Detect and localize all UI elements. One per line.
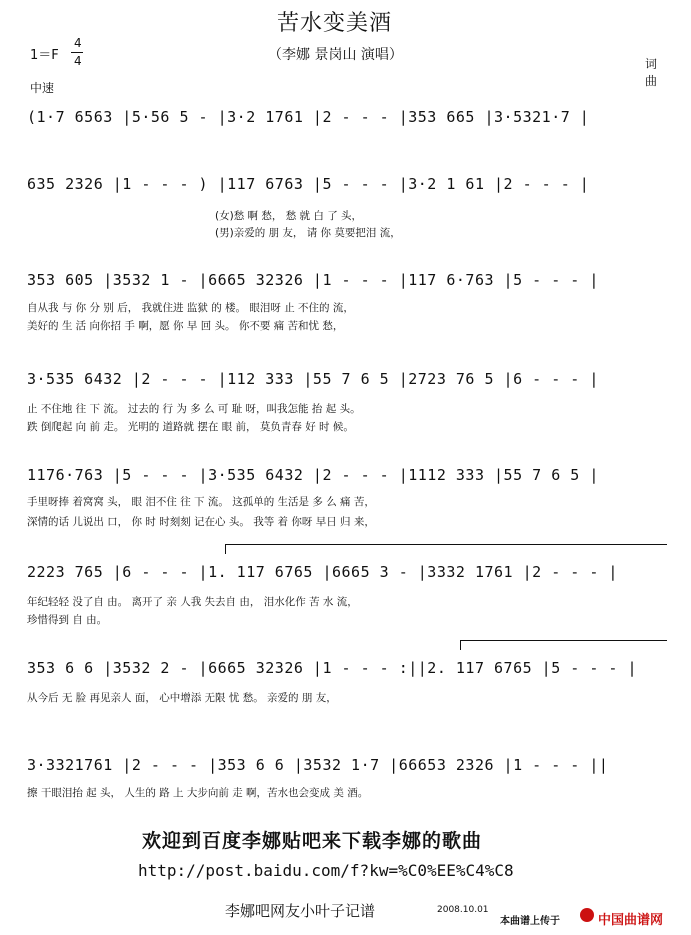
footer-url[interactable]: http://post.baidu.com/f?kw=%C0%EE%C4%C8 [138, 861, 514, 880]
score-row-8-lyrics-1: 擦 干眼泪抬 起 头， 人生的 路 上 大步向前 走 啊，苦水也会变成 美 酒。 [27, 787, 369, 799]
score-row-4-lyrics-1: 止 不住地 往 下 流。 过去的 行 为 多 么 可 耻 呀，叫我怎能 抬 起 头。 [27, 403, 361, 415]
score-row-7-notes: 353 6 6 |3532 2 - |6665 32326 |1 - - - :||2. 117 6765 |5 - - - | [27, 659, 637, 677]
site-logo-text[interactable]: 中国曲谱网 [598, 913, 664, 928]
tempo-marking: 中速 [30, 81, 55, 95]
score-row-2-lyrics-2: (男)亲爱的 朋 友， 请 你 莫要把泪 流， [215, 227, 401, 239]
score-row-1-notes: (1·7 6563 |5·56 5 - |3·2 1761 |2 - - - |353 665 |3·5321·7 | [27, 108, 590, 126]
volta-2-bracket [460, 640, 667, 641]
volta-2-hook [460, 640, 461, 650]
score-row-3-lyrics-2: 美好的 生 活 向你招 手 啊，愿 你 早 回 头。 你不要 痛 苦和忧 愁， [27, 320, 344, 332]
key-signature: 1＝F [30, 48, 59, 63]
score-row-4-notes: 3·535 6432 |2 - - - |112 333 |55 7 6 5 |2723 76 5 |6 - - - | [27, 370, 599, 388]
score-row-6-lyrics-2: 珍惜得到 自 由。 [27, 614, 108, 626]
score-row-3-notes: 353 605 |3532 1 - |6665 32326 |1 - - - |117 6·763 |5 - - - | [27, 271, 599, 289]
score-row-3-lyrics-1: 自从我 与 你 分 别 后， 我就住进 监狱 的 楼。 眼泪呀 止 不住的 流， [27, 302, 354, 314]
upload-note: 本曲谱上传于 [500, 916, 560, 927]
score-row-4-lyrics-2: 跌 倒爬起 向 前 走。 光明的 道路就 摆在 眼 前， 莫负青春 好 时 候。 [27, 421, 354, 433]
volta-1-bracket [225, 544, 667, 545]
lyricist-label: 词 [645, 57, 658, 71]
time-signature-top: 4 [74, 36, 82, 50]
time-signature-bottom: 4 [74, 54, 82, 68]
composer-label: 曲 [645, 74, 658, 88]
score-row-5-lyrics-2: 深情的话 儿说出 口， 你 时 时刻刻 记在心 头。 我等 着 你呀 早日 归 来， [27, 516, 375, 528]
score-row-5-lyrics-1: 手里呀捧 着窝窝 头， 眼 泪不住 往 下 流。 这孤单的 生活是 多 么 痛 苦， [27, 496, 375, 508]
score-row-6-notes: 2223 765 |6 - - - |1. 117 6765 |6665 3 - |3332 1761 |2 - - - | [27, 563, 618, 581]
song-title: 苦水变美酒 [277, 11, 393, 36]
footer-promo: 欢迎到百度李娜贴吧来下载李娜的歌曲 [142, 830, 483, 852]
footer-transcriber: 李娜吧网友小叶子记谱 [225, 902, 376, 920]
site-logo-icon [580, 908, 594, 922]
performers-subtitle: （李娜 景岗山 演唱） [268, 47, 403, 63]
score-row-8-notes: 3·3321761 |2 - - - |353 6 6 |3532 1·7 |66653 2326 |1 - - - || [27, 756, 609, 774]
footer-date: 2008.10.01 [437, 905, 489, 915]
score-row-2-notes: 635 2326 |1 - - - ) |117 6763 |5 - - - |3·2 1 61 |2 - - - | [27, 175, 590, 193]
score-row-7-lyrics-1: 从今后 无 脸 再见亲人 面， 心中增添 无限 忧 愁。 亲爱的 朋 友， [27, 692, 337, 704]
time-signature-divider [71, 52, 83, 53]
score-row-5-notes: 1176·763 |5 - - - |3·535 6432 |2 - - - |1112 333 |55 7 6 5 | [27, 466, 599, 484]
volta-1-hook [225, 544, 226, 554]
score-row-6-lyrics-1: 年纪轻轻 没了自 由。 离开了 亲 人我 失去自 由， 泪水化作 苦 水 流， [27, 596, 358, 608]
score-row-2-lyrics-1: (女)愁 啊 愁， 愁 就 白 了 头， [215, 210, 363, 222]
